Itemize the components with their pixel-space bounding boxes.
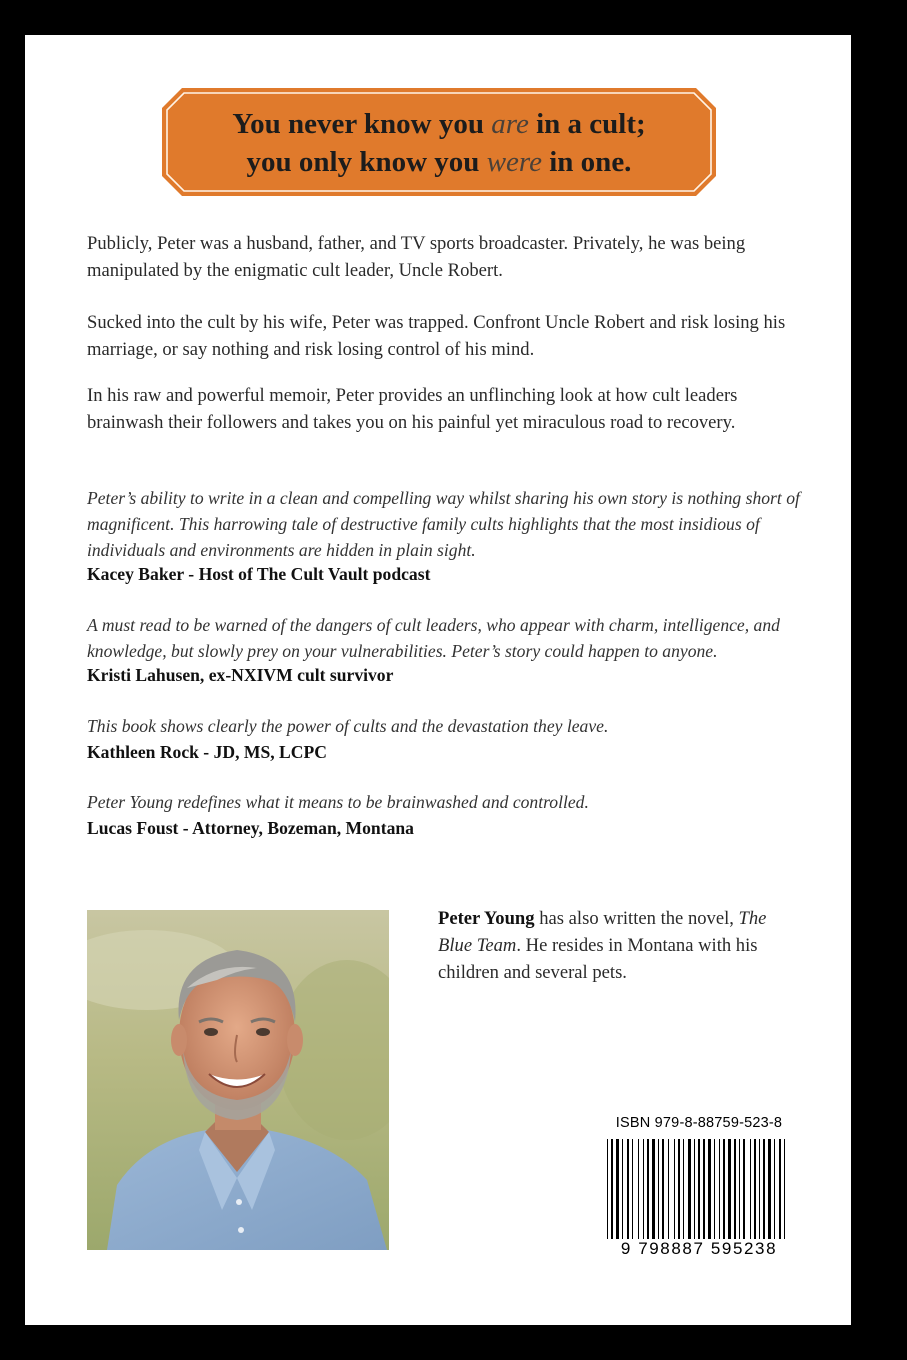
- barcode-bar: [739, 1139, 740, 1239]
- barcode-bar: [750, 1139, 751, 1239]
- author-name: Peter Young: [438, 908, 535, 929]
- barcode-bar: [694, 1139, 695, 1239]
- isbn-barcode: [603, 1115, 795, 1265]
- barcode-bar: [703, 1139, 705, 1239]
- novel-title: The Blue Team: [438, 908, 767, 956]
- barcode-digits: 9 798887 595238: [620, 1239, 778, 1258]
- barcode-bar: [678, 1139, 680, 1239]
- tagline-line-2: you only know you were in one.: [246, 146, 632, 178]
- barcode-bar: [784, 1139, 785, 1239]
- barcode-bar: [754, 1139, 756, 1239]
- endorsement-quote-3: This book shows clearly the power of cults and the devastation they leave.: [87, 716, 609, 736]
- barcode-bar: [638, 1139, 639, 1239]
- isbn-label: ISBN 979-8-88759-523-8: [615, 1115, 783, 1131]
- author-photo: [87, 910, 389, 1250]
- description-paragraph-3: In his raw and powerful memoir, Peter provides an unflinching look at how cult leaders brainwash their followers and takes you on his painful yet miraculous road to recovery.: [87, 385, 738, 433]
- back-cover: [25, 35, 851, 1325]
- barcode-bar: [698, 1139, 700, 1239]
- endorsement-author-4: Lucas Foust - Attorney, Bozeman, Montana: [87, 818, 414, 838]
- barcode-bar: [647, 1139, 649, 1239]
- barcode-bar: [688, 1139, 691, 1239]
- barcode-bars: [607, 1139, 791, 1239]
- barcode-bar: [734, 1139, 736, 1239]
- barcode-bar: [774, 1139, 775, 1239]
- barcode-bar: [652, 1139, 655, 1239]
- barcode-bar: [607, 1139, 608, 1239]
- barcode-bar: [714, 1139, 715, 1239]
- author-bio-text-1: has also written the novel,: [534, 908, 739, 929]
- endorsement-quote-2: A must read to be warned of the dangers of cult leaders, who appear with charm, intelligence, and knowledge, but slowly prey on your vulnerabilities. Peter’s story could happen to anyone.: [87, 615, 780, 661]
- tagline-line-1: You never know you are in a cult;: [232, 108, 646, 140]
- author-bio: [438, 905, 798, 986]
- description-paragraph-1: Publicly, Peter was a husband, father, and TV sports broadcaster. Privately, he was being manipulated by the enigmatic cult leader, Uncle Robert.: [87, 233, 746, 281]
- barcode-bar: [743, 1139, 745, 1239]
- barcode-bar: [632, 1139, 633, 1239]
- barcode-bar: [662, 1139, 664, 1239]
- barcode-bar: [611, 1139, 613, 1239]
- endorsement-quote-4: Peter Young redefines what it means to be brainwashed and controlled.: [87, 792, 589, 812]
- barcode-bar: [708, 1139, 711, 1239]
- tagline: [162, 105, 716, 181]
- barcode-bar: [719, 1139, 720, 1239]
- endorsement-author-1: Kacey Baker - Host of The Cult Vault podcast: [87, 564, 431, 584]
- tagline-banner: [162, 88, 716, 196]
- barcode-bar: [668, 1139, 669, 1239]
- barcode-bar: [723, 1139, 725, 1239]
- barcode-bar: [622, 1139, 623, 1239]
- barcode-bar: [763, 1139, 765, 1239]
- barcode-bar: [759, 1139, 760, 1239]
- barcode-bar: [768, 1139, 771, 1239]
- endorsement-author-3: Kathleen Rock - JD, MS, LCPC: [87, 742, 327, 762]
- barcode-bar: [683, 1139, 684, 1239]
- author-bio-text-2: . He resides in Montana with his children and several pets.: [438, 935, 758, 983]
- description-paragraph-2: Sucked into the cult by his wife, Peter was trapped. Confront Uncle Robert and risk losing his marriage, or say nothing and risk losing control of his mind.: [87, 312, 786, 360]
- barcode-bar: [643, 1139, 644, 1239]
- barcode-bar: [616, 1139, 619, 1239]
- endorsement-quote-1: Peter’s ability to write in a clean and compelling way whilst sharing his own story is nothing short of magnificent. This harrowing tale of destructive family cults highlights that the most insidious of individuals and environments are hidden in plain sight.: [87, 488, 800, 560]
- barcode-bar: [658, 1139, 659, 1239]
- barcode-bar: [627, 1139, 629, 1239]
- author-portrait-image: [87, 910, 389, 1250]
- barcode-bar: [728, 1139, 731, 1239]
- endorsement-author-2: Kristi Lahusen, ex-NXIVM cult survivor: [87, 665, 394, 685]
- barcode-bar: [779, 1139, 781, 1239]
- barcode-bar: [674, 1139, 675, 1239]
